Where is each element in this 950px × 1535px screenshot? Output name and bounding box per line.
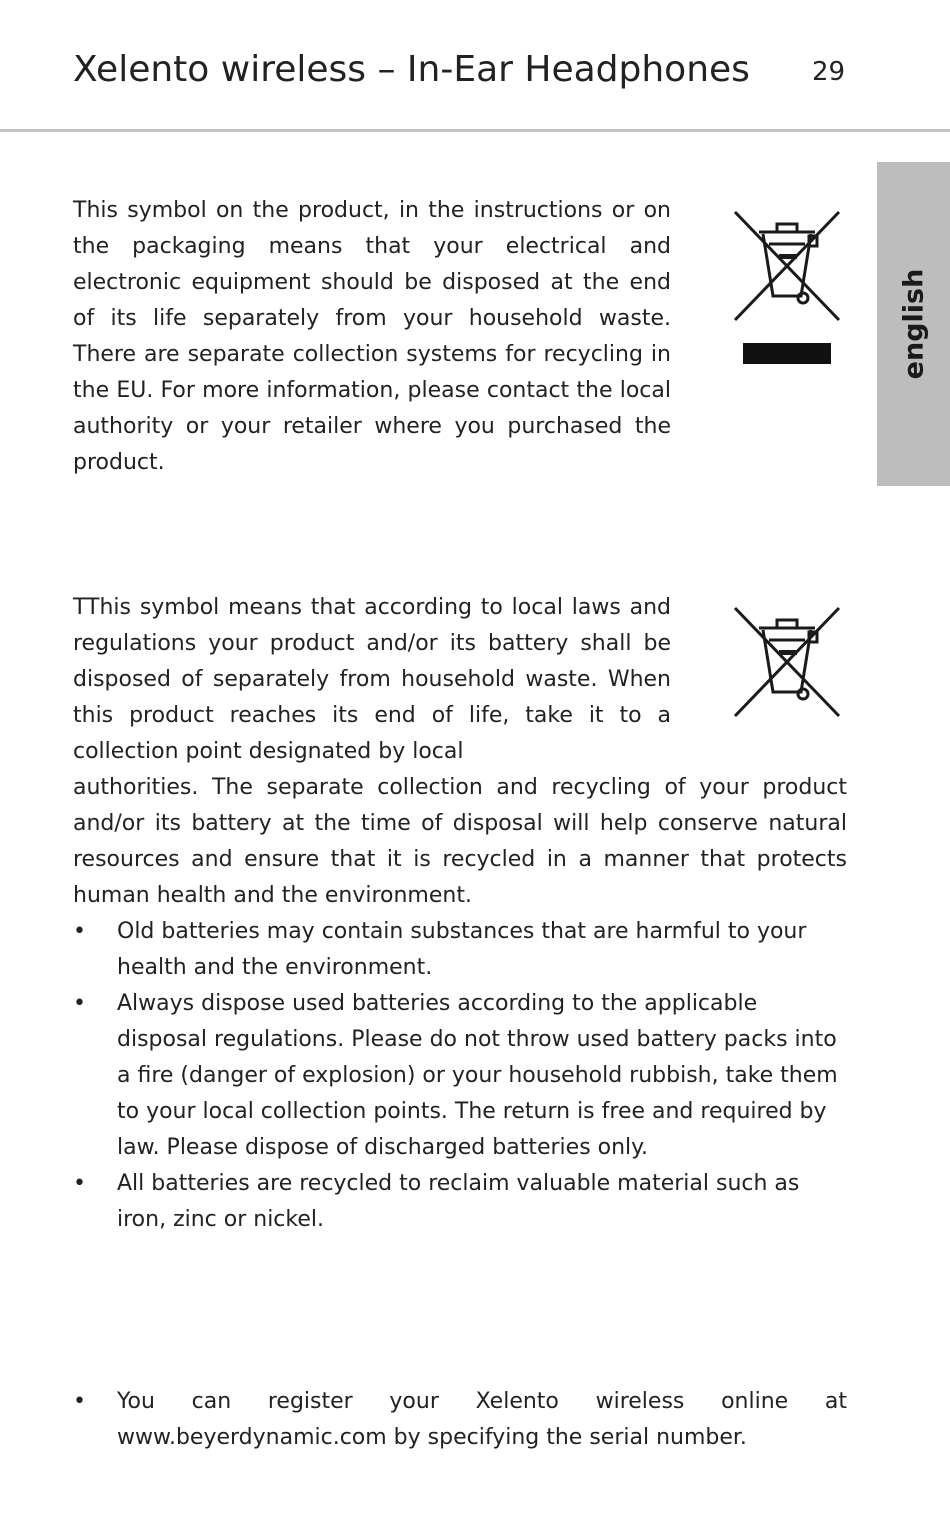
battery-bullet-list — [73, 914, 847, 1238]
bullet-marker: • — [73, 991, 86, 1016]
page-number: 29 — [812, 57, 846, 87]
header-divider — [0, 129, 950, 132]
bullet-marker: • — [73, 919, 86, 944]
bullet-marker: • — [73, 1171, 86, 1196]
list-item — [73, 1166, 847, 1238]
weee-crossed-bin-icon — [733, 606, 843, 721]
battery-disposal-paragraph-start: TThis symbol means that according to local laws and regulations your product and/or its battery shall be disposed of separately from household waste. When this product reaches its end of life, take it to a collection point designated by local — [73, 595, 671, 764]
list-item-text: Old batteries may contain substances that are harmful to your health and the environment. — [117, 919, 807, 980]
list-item — [73, 986, 847, 1166]
weee-crossed-bin-with-bar-icon — [733, 210, 843, 370]
list-item — [73, 1384, 847, 1456]
language-tab — [877, 162, 950, 486]
bullet-marker: • — [73, 1389, 86, 1414]
registration-bullet-list — [73, 1384, 847, 1456]
weee-disposal-paragraph: This symbol on the product, in the instructions or on the packaging means that your electrical and electronic equipment should be disposed at the end of its life separately from your household waste. There are separate collection systems for recycling in the EU. For more information, please contact the local authority or your retailer where you purchased the product. — [73, 198, 671, 475]
list-item-text: Always dispose used batteries according to the applicable disposal regulations. Please do not throw used battery packs into a fire (danger of explosion) or your household rubbish, take them to your local collection points. The return is free and required by law. Please dispose of discharged batteries only. — [117, 991, 838, 1160]
page-title: Xelento wireless – In-Ear Headphones — [73, 49, 750, 90]
battery-disposal-paragraph-continued: authorities. The separate collection and recycling of your product and/or its battery at the time of disposal will help conserve natural resources and ensure that it is recycled in a manner that protects human health and the environment. — [73, 775, 847, 908]
list-item-text: All batteries are recycled to reclaim valuable material such as iron, zinc or nickel. — [117, 1171, 800, 1232]
list-item — [73, 914, 847, 986]
registration-text: You can register your Xelento wireless online at www.beyerdynamic.com by specifying the serial number. — [117, 1389, 847, 1450]
language-tab-label: english — [898, 268, 929, 380]
